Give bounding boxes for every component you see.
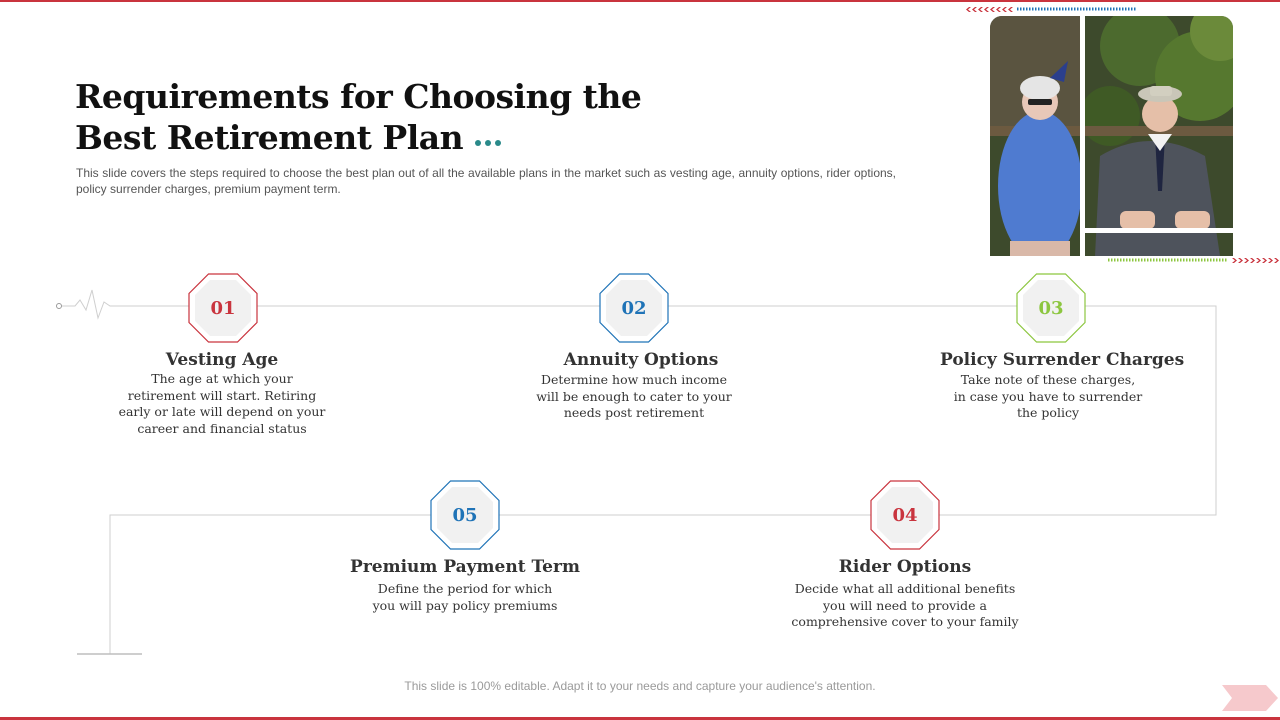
step-desc-vesting-age: The age at which your retirement will start. Retiring early or late will depend on your career and financial status	[118, 371, 326, 436]
step-badge-05	[430, 480, 500, 550]
chevron-stripe-decoration	[1232, 258, 1280, 263]
step-badge-02	[599, 273, 669, 343]
step-number: 04	[892, 504, 918, 526]
decorative-dots-icon	[475, 120, 505, 161]
step-badge-01	[188, 273, 258, 343]
step-desc-premium-payment-term: Define the period for which you will pay policy premiums	[372, 581, 558, 613]
step-desc-rider-options: Decide what all additional benefits you will need to provide a comprehensive cover to your family	[791, 581, 1019, 629]
step-title-premium-payment-term: Premium Payment Term	[350, 557, 580, 577]
senior-couple-photo	[990, 16, 1233, 256]
step-title-vesting-age: Vesting Age	[165, 350, 279, 370]
dashed-stripe-decoration	[1017, 7, 1137, 11]
step-number: 05	[452, 504, 478, 526]
step-title-rider-options: Rider Options	[838, 557, 972, 577]
step-number: 01	[210, 297, 236, 319]
title-line-1: Requirements for Choosing the	[75, 77, 642, 116]
step-number: 02	[621, 297, 647, 319]
footer-note: This slide is 100% editable. Adapt it to your needs and capture your audience's attention.	[404, 679, 876, 693]
title-line-2: Best Retirement Plan	[75, 118, 464, 157]
page-title	[75, 76, 715, 161]
step-desc-annuity-options: Determine how much income will be enough to cater to your needs post retirement	[536, 372, 732, 420]
chevron-stripe-decoration	[966, 7, 1014, 12]
step-badge-04	[870, 480, 940, 550]
step-number: 03	[1038, 297, 1064, 319]
step-badge-03	[1016, 273, 1086, 343]
step-desc-policy-surrender-charges: Take note of these charges, in case you have to surrender the policy	[953, 372, 1143, 420]
step-title-annuity-options: Annuity Options	[563, 350, 719, 370]
next-slide-arrow-icon[interactable]	[1222, 685, 1278, 711]
top-accent-line	[0, 0, 1280, 2]
slide-description: This slide covers the steps required to choose the best plan out of all the available plans in the market such as vesting age, annuity options, rider options, policy surrender charges, premium payment term.	[76, 166, 896, 196]
dashed-stripe-decoration	[1108, 258, 1228, 262]
photo-frame	[990, 16, 1233, 256]
step-title-policy-surrender-charges: Policy Surrender Charges	[940, 350, 1185, 370]
